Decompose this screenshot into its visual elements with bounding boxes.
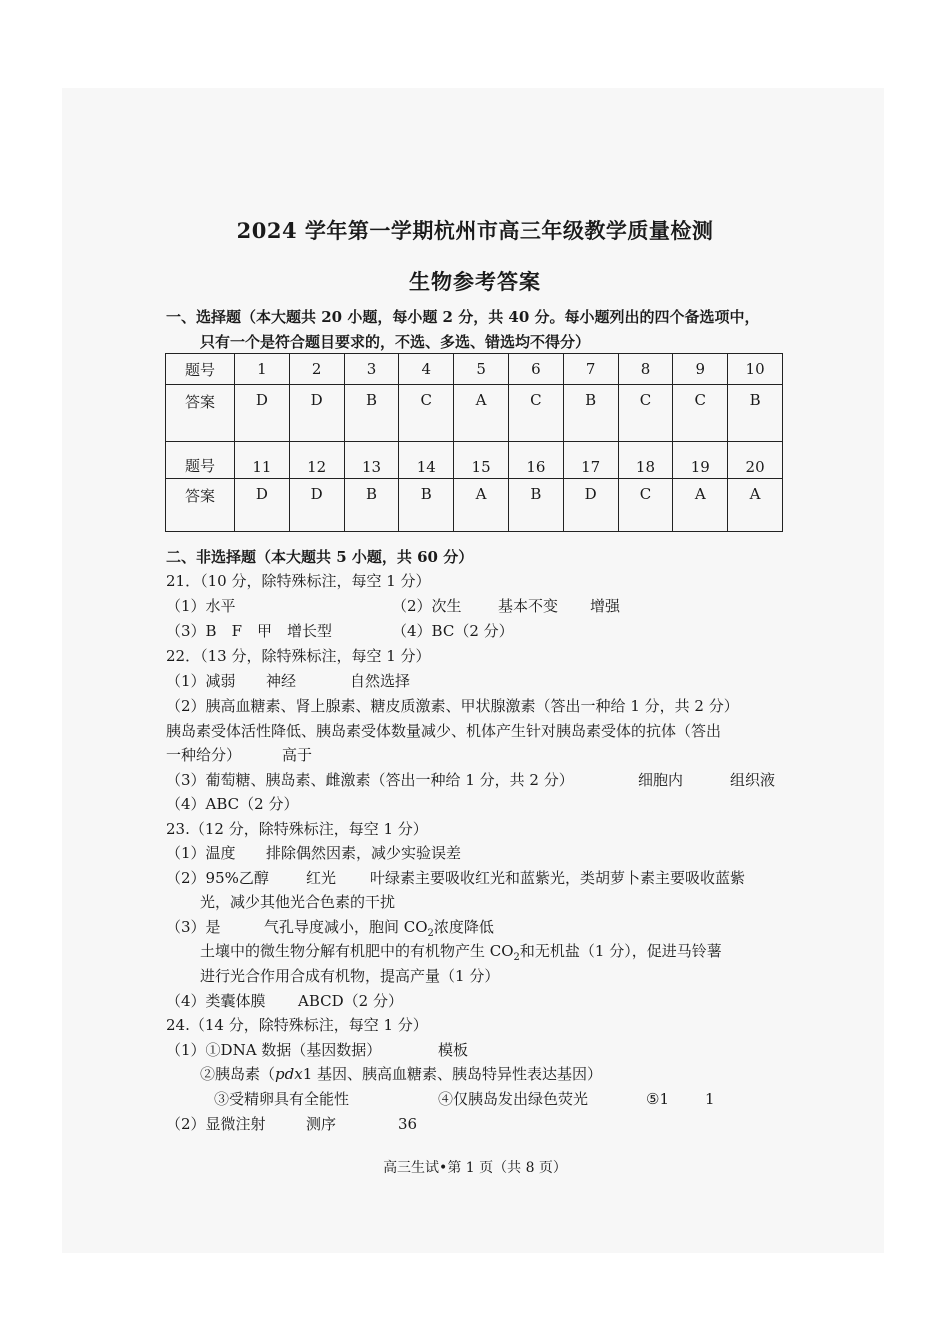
- answer-cell: D: [289, 385, 344, 442]
- question-number: 13: [344, 442, 399, 479]
- page-footer: 高三生试•第 1 页（共 8 页）: [383, 1160, 567, 1176]
- question-row-1: [166, 354, 783, 385]
- answer-table: [165, 353, 783, 532]
- answer-cell: A: [454, 479, 509, 532]
- question-number: 14: [399, 442, 454, 479]
- q24-1c-italic: pdx: [275, 1065, 303, 1083]
- question-number: 4: [399, 354, 454, 385]
- q21-heading: 21．（10 分，除特殊标注，每空 1 分）: [166, 572, 431, 590]
- row-label: 答案: [166, 385, 235, 442]
- q23-answer-2d: 光，减少其他光合色素的干扰: [200, 893, 396, 911]
- question-number: 7: [563, 354, 618, 385]
- answer-cell: C: [673, 385, 728, 442]
- q23-answer-2a: （2）95%乙醇: [166, 869, 269, 887]
- q23-3b-text: 气孔导度减小，胞间 CO: [264, 918, 428, 936]
- q22-answer-3c: 组织液: [730, 771, 776, 789]
- row-label: 题号: [166, 354, 235, 385]
- q23-3c-text: 土壤中的微生物分解有机肥中的有机物产生 CO: [200, 942, 514, 960]
- q23-3c-end: 和无机盐（1 分），促进马铃薯: [519, 942, 722, 960]
- question-number: 16: [508, 442, 563, 479]
- question-number: 11: [235, 442, 290, 479]
- question-number: 15: [454, 442, 509, 479]
- question-number: 9: [673, 354, 728, 385]
- section1-line1: 一、选择题（本大题共 20 小题，每小题 2 分，共 40 分。每小题列出的四个备选项中，: [166, 308, 760, 326]
- answer-cell: A: [728, 479, 783, 532]
- answer-cell: B: [399, 479, 454, 532]
- q23-answer-3d: 进行光合作用合成有机物，提高产量（1 分）: [200, 967, 500, 985]
- section1-instructions: [166, 305, 806, 355]
- q24-answer-1e: ④仅胰岛发出绿色荧光: [438, 1090, 589, 1108]
- answer-cell: B: [344, 479, 399, 532]
- q21-answer-1: （1）水平: [166, 597, 236, 615]
- question-number: 5: [454, 354, 509, 385]
- q23-answer-4b: ABCD（2 分）: [298, 992, 403, 1010]
- document-subtitle: 生物参考答案: [409, 269, 541, 294]
- q24-answer-1g: 1: [705, 1090, 715, 1108]
- question-number: 6: [508, 354, 563, 385]
- answer-cell: C: [618, 385, 673, 442]
- answer-cell: B: [563, 385, 618, 442]
- document-title: 2024 学年第一学期杭州市高三年级教学质量检测: [236, 218, 714, 243]
- answer-cell: B: [508, 479, 563, 532]
- q23-answer-1b: 排除偶然因素，减少实验误差: [266, 844, 462, 862]
- answer-cell: A: [673, 479, 728, 532]
- q24-1c-end: 1 基因、胰高血糖素、胰岛特异性表达基因）: [302, 1065, 603, 1083]
- answer-row-2: [166, 479, 783, 532]
- q24-heading: 24.（14 分，除特殊标注，每空 1 分）: [166, 1016, 428, 1034]
- answer-cell: C: [399, 385, 454, 442]
- question-number: 20: [728, 442, 783, 479]
- q23-answer-2c: 叶绿素主要吸收红光和蓝紫光，类胡萝卜素主要吸收蓝紫: [370, 869, 746, 887]
- section1-line2: 只有一个是符合题目要求的，不选、多选、错选均不得分）: [200, 333, 591, 351]
- q21-answer-2c: 增强: [590, 597, 621, 615]
- q24-1c-text: ②胰岛素（: [200, 1065, 276, 1083]
- q24-answer-2a: （2）显微注射: [166, 1115, 266, 1133]
- q23-answer-4a: （4）类囊体膜: [166, 992, 266, 1010]
- q24-answer-1a: （1）①DNA 数据（基因数据）: [166, 1041, 382, 1059]
- question-number: 19: [673, 442, 728, 479]
- question-row-2: [166, 442, 783, 479]
- answer-cell: D: [235, 385, 290, 442]
- question-number: 12: [289, 442, 344, 479]
- q23-3c-sub: 2: [513, 952, 520, 963]
- q24-answer-2c: 36: [398, 1115, 418, 1133]
- q21-answer-2: （2）次生: [392, 597, 462, 615]
- q21-answer-4: （4）BC（2 分）: [392, 622, 514, 640]
- q23-answer-2b: 红光: [306, 869, 337, 887]
- question-number: 8: [618, 354, 673, 385]
- q23-answer-3a: （3）是: [166, 918, 221, 936]
- q23-heading: 23.（12 分，除特殊标注，每空 1 分）: [166, 820, 428, 838]
- q21-answer-3: （3）B F 甲 增长型: [166, 622, 332, 640]
- q23-3b-end: 浓度降低: [433, 918, 494, 936]
- q24-answer-1f: ⑤1: [646, 1090, 669, 1108]
- answer-cell: A: [454, 385, 509, 442]
- row-label: 题号: [166, 442, 235, 479]
- answer-cell: B: [344, 385, 399, 442]
- q22-answer-1c: 自然选择: [350, 672, 411, 690]
- question-number: 18: [618, 442, 673, 479]
- section2-heading: 二、非选择题（本大题共 5 小题，共 60 分）: [166, 548, 474, 566]
- q24-answer-2b: 测序: [306, 1115, 337, 1133]
- q22-heading: 22．（13 分，除特殊标注，每空 1 分）: [166, 647, 431, 665]
- q22-answer-2d: 高于: [282, 746, 313, 764]
- answer-cell: D: [563, 479, 618, 532]
- question-number: 3: [344, 354, 399, 385]
- q24-answer-1b: 模板: [438, 1041, 469, 1059]
- q23-answer-1a: （1）温度: [166, 844, 236, 862]
- answer-cell: C: [618, 479, 673, 532]
- answer-cell: C: [508, 385, 563, 442]
- question-number: 1: [235, 354, 290, 385]
- q22-answer-3b: 细胞内: [638, 771, 684, 789]
- q22-answer-1b: 神经: [266, 672, 297, 690]
- q24-answer-1d: ③受精卵具有全能性: [214, 1090, 350, 1108]
- question-number: 17: [563, 442, 618, 479]
- answer-cell: D: [235, 479, 290, 532]
- q23-3b-sub: 2: [427, 928, 434, 939]
- question-number: 2: [289, 354, 344, 385]
- answer-cell: B: [728, 385, 783, 442]
- q21-answer-2b: 基本不变: [498, 597, 559, 615]
- q22-answer-1a: （1）减弱: [166, 672, 236, 690]
- answer-row-1: [166, 385, 783, 442]
- q22-answer-3a: （3）葡萄糖、胰岛素、雌激素（答出一种给 1 分，共 2 分）: [166, 771, 574, 789]
- row-label: 答案: [166, 479, 235, 532]
- q24-answer-1c: [200, 1063, 602, 1085]
- q22-answer-2b: 胰岛素受体活性降低、胰岛素受体数量减少、机体产生针对胰岛素受体的抗体（答出: [166, 722, 722, 740]
- question-number: 10: [728, 354, 783, 385]
- q22-answer-4: （4）ABC（2 分）: [166, 795, 299, 813]
- answer-cell: D: [289, 479, 344, 532]
- q22-answer-2c: 一种给分）: [166, 746, 242, 764]
- q22-answer-2a: （2）胰高血糖素、肾上腺素、糖皮质激素、甲状腺激素（答出一种给 1 分，共 2 分）: [166, 697, 739, 715]
